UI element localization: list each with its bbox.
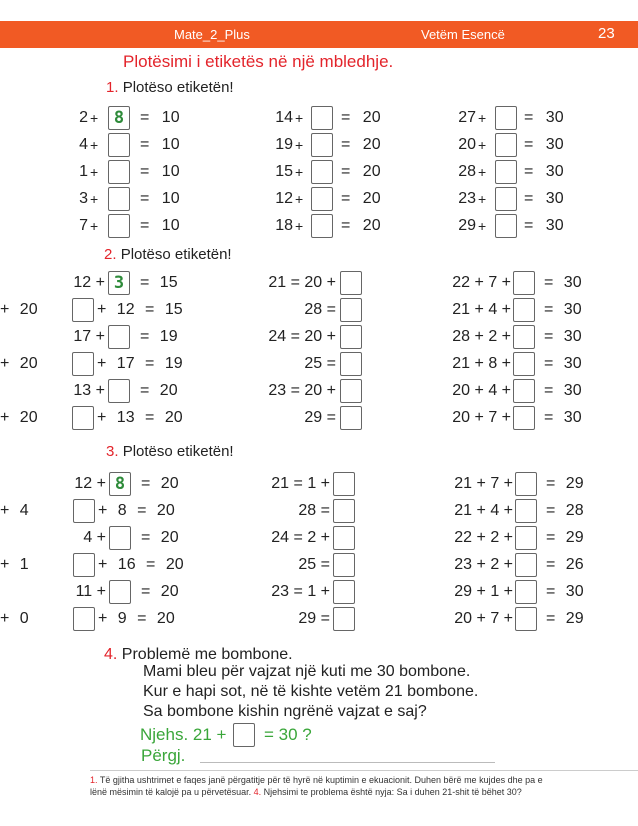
footer-ref-1: 1. [90,775,98,785]
ex3-row [0,499,638,523]
equation-right: + 1 [0,556,29,573]
answer-label: Përgj. [141,746,186,765]
section-4-heading [104,646,293,664]
equation-result: = 10 [140,190,180,207]
equation-left: 21 = 20 + [268,274,336,291]
ex1-row [0,106,638,130]
equation-left: Njehs. 21 + [140,725,227,744]
equation-result: = 20 [341,136,381,153]
answer-box[interactable] [515,607,537,631]
equation-right: = 30 [544,328,582,345]
section-number: 1. [106,79,119,96]
equation-left: 24 = 20 + [268,328,336,345]
equation-right: + 9 = 20 [98,610,175,627]
answer-box[interactable]: 8 [109,472,131,496]
answer-box[interactable]: 3 [108,271,130,295]
addend: 23 [458,190,476,207]
equation-left: 22 + 2 + [454,529,513,546]
equation-right: + 4 [0,502,29,519]
section-label: Problemë me bombone. [121,646,293,663]
addend: 18 [275,217,293,234]
footer-divider [90,770,638,771]
plus-sign: + [295,164,304,180]
equation-left: 20 + 7 + [452,409,511,426]
addend: 28 [458,163,476,180]
answer-box[interactable] [233,723,255,747]
plus-sign: + [295,137,304,153]
ex1-row [0,214,638,238]
equation-result: = 30 [524,136,564,153]
equation-left: 23 = 20 + [268,382,336,399]
answer-box[interactable] [515,580,537,604]
equation-left: 21 + 7 + [454,475,513,492]
equation-right: = 30 [544,382,582,399]
equation-right: = 30 [544,274,582,291]
equation-left: 4 + [83,529,106,546]
equation-result: = 20 [341,163,381,180]
equation-left: 28 = [298,502,330,519]
equation-result: = 20 [341,109,381,126]
equation-result: = 30 [524,163,564,180]
equation-left: 20 + 4 + [452,382,511,399]
equation-result: = 10 [140,217,180,234]
addend: 27 [458,109,476,126]
section-2-heading [104,246,232,263]
ex1-row [0,187,638,211]
answer-box[interactable] [513,298,535,322]
equation-left: 21 + 4 + [452,301,511,318]
addend: 19 [275,136,293,153]
problem-line-3: Sa bombone kishin ngrënë vajzat e saj? [143,703,427,720]
answer-box[interactable] [513,379,535,403]
problem-line-1: Mami bleu për vajzat një kuti me 30 bombone. [143,663,471,680]
equation-left: 13 + [73,382,105,399]
equation-right: = 30 [544,301,582,318]
equation-right: = 20 [141,583,179,600]
equation-right: + 20 [0,355,38,372]
plus-sign: + [478,218,487,234]
answer-box[interactable] [513,406,535,430]
equation-left: 22 + 7 + [452,274,511,291]
plus-sign: + [90,164,99,180]
addend: 20 [458,136,476,153]
equation-right: = 29 [546,610,584,627]
answer-box[interactable] [495,133,517,157]
answer-box[interactable] [495,187,517,211]
equation-right: + 8 = 20 [98,502,175,519]
plus-sign: + [478,137,487,153]
ex3-row [0,553,638,577]
book-title: Mate_2_Plus [174,27,250,42]
equation-right: = 30 ? [264,725,312,744]
ex3-row [0,580,638,604]
section-number: 2. [104,246,117,263]
equation-result: = 30 [524,217,564,234]
footer-text-2a: lënë mësimin të kalojë pa u përvetësuar. [90,787,254,797]
plus-sign: + [478,191,487,207]
equation-right: = 26 [546,556,584,573]
ex3-row [0,526,638,550]
equation-right: = 19 [140,328,178,345]
ex2-row [0,298,638,322]
answer-box[interactable]: 8 [108,106,130,130]
problem-line-2: Kur e hapi sot, në të kishte vetëm 21 bombone. [143,683,479,700]
equation-left: 12 + [73,274,105,291]
addend: 1 [79,163,88,180]
equation-right: = 30 [544,355,582,372]
equation-right: = 28 [546,502,584,519]
plus-sign: + [90,110,99,126]
equation-left: 20 + 7 + [454,610,513,627]
answer-box[interactable] [495,214,517,238]
page-title: Plotësimi i etiketës në një mbledhje. [123,52,394,71]
equation-left: 23 + 2 + [454,556,513,573]
equation-right: + 0 [0,610,29,627]
equation-right: = 15 [140,274,178,291]
answer-box[interactable] [495,106,517,130]
plus-sign: + [90,191,99,207]
equation-result: = 20 [341,190,381,207]
answer-box[interactable] [515,499,537,523]
section-label: Plotëso etiketën! [122,443,234,460]
equation-right: + 16 = 20 [98,556,184,573]
addend: 15 [275,163,293,180]
equation-right: + 20 [0,301,38,318]
addend: 3 [79,190,88,207]
equation-left: 12 + [74,475,106,492]
equation-left: 24 = 2 + [271,529,330,546]
ex2-row [0,352,638,376]
equation-left: 11 + [75,583,106,600]
answer-box[interactable] [495,160,517,184]
plus-sign: + [295,110,304,126]
ex2-row [0,271,638,295]
addend: 2 [79,109,88,126]
ex3-row [0,472,638,496]
answer-line[interactable] [200,762,495,763]
ex3-row [0,607,638,631]
equation-right: = 30 [546,583,584,600]
equation-right: + 17 = 19 [97,355,183,372]
addend: 29 [458,217,476,234]
footer-ref-4: 4. [253,787,262,797]
ex2-row [0,379,638,403]
section-3-heading [106,443,234,460]
ex2-row [0,325,638,349]
answer-box[interactable] [515,526,537,550]
footer-text-2b: Njehsimi te problema është nyja: Sa i duhen 21-shit të bëhet 30? [261,787,522,797]
equation-right: + 12 = 15 [97,301,183,318]
section-number: 3. [106,443,119,460]
equation-left: 21 = 1 + [271,475,330,492]
equation-left: 25 = [298,556,330,573]
series-name: Vetëm Esencë [421,27,505,42]
equation-right: + 13 = 20 [97,409,183,426]
section-number: 4. [104,646,118,663]
plus-sign: + [478,164,487,180]
equation-left: 23 = 1 + [271,583,330,600]
equation-result: = 20 [341,217,381,234]
equation-result: = 10 [140,136,180,153]
plus-sign: + [90,218,99,234]
equation-right: = 20 [140,382,178,399]
equation-right: = 29 [546,475,584,492]
equation-left: 17 + [73,328,105,345]
equation-right: + 20 [0,409,38,426]
equation-left: 28 + 2 + [452,328,511,345]
section-label: Plotëso etiketën! [122,79,234,96]
header-bar [0,21,638,48]
addend: 7 [79,217,88,234]
plus-sign: + [478,110,487,126]
ex2-row [0,406,638,430]
ex1-row [0,133,638,157]
plus-sign: + [90,137,99,153]
equation-left: 29 = [298,610,330,627]
answer-box[interactable] [515,553,537,577]
answer-box[interactable] [513,325,535,349]
equation-left: 29 = [304,409,336,426]
equation-left: 29 + 1 + [454,583,513,600]
equation-result: = 30 [524,190,564,207]
equation-right: = 29 [546,529,584,546]
equation-left: 21 + 4 + [454,502,513,519]
answer-box[interactable] [513,271,535,295]
addend: 4 [79,136,88,153]
footer-note [90,774,630,798]
addend: 14 [275,109,293,126]
equation-left: 21 + 8 + [452,355,511,372]
plus-sign: + [295,191,304,207]
section-label: Plotëso etiketën! [120,246,232,263]
footer-text-1: Të gjitha ushtrimet e faqes janë përgatitje për të hyrë në kuptimin e ekuacionit. Duhen bërë me kujdes dhe pa e [97,775,543,785]
equation-result: = 10 [140,163,180,180]
answer-box[interactable] [513,352,535,376]
equation-result: = 30 [524,109,564,126]
equation-left: 28 = [304,301,336,318]
answer-box[interactable] [515,472,537,496]
equation-right: = 30 [544,409,582,426]
section-1-heading [106,79,234,96]
equation-right: = 20 [141,475,179,492]
equation-result: = 10 [140,109,180,126]
equation-left: 25 = [304,355,336,372]
page-number: 23 [598,25,615,42]
equation-right: = 20 [141,529,179,546]
addend: 12 [275,190,293,207]
ex1-row [0,160,638,184]
plus-sign: + [295,218,304,234]
